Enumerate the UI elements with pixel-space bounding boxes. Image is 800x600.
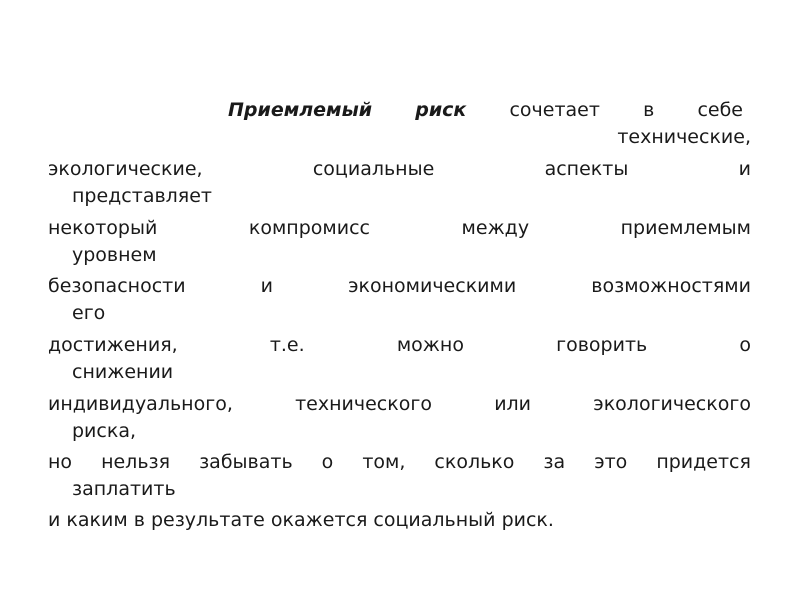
word: технического <box>295 393 432 415</box>
word: и <box>260 275 273 297</box>
word: и <box>738 158 751 180</box>
word: между <box>461 217 530 239</box>
word: экологические, <box>48 158 203 180</box>
word: экологического <box>593 393 751 415</box>
word: говорить <box>556 334 648 356</box>
word: некоторый <box>48 217 158 239</box>
word: но <box>48 451 73 473</box>
word: индивидуального, <box>48 393 233 415</box>
word: придется <box>656 451 751 473</box>
text-line-7-cont: заплатить <box>72 478 176 500</box>
text-line-5-cont: снижении <box>72 361 174 383</box>
word: возможностями <box>591 275 751 297</box>
word: компромисс <box>248 217 370 239</box>
text-line-3-cont: уровнем <box>72 244 157 266</box>
word: или <box>494 393 532 415</box>
text-line-4-cont: его <box>72 302 106 324</box>
word: сочетает <box>509 99 600 121</box>
text-line-final: и каким в результате окажется социальный риск. <box>48 509 554 531</box>
word: себе <box>697 99 743 121</box>
word: за <box>543 451 566 473</box>
word: о <box>739 334 751 356</box>
text-line-6-cont: риска, <box>72 420 137 442</box>
word: т.е. <box>269 334 305 356</box>
text-line-1 <box>228 95 743 125</box>
text-line-3 <box>48 213 751 243</box>
text-line-1-cont: технические, <box>617 126 751 148</box>
text-line-6 <box>48 389 751 419</box>
word: экономическими <box>348 275 517 297</box>
text-line-5 <box>48 330 751 360</box>
word: безопасности <box>48 275 186 297</box>
word: это <box>594 451 628 473</box>
word: можно <box>396 334 464 356</box>
word: сколько <box>434 451 515 473</box>
word: приемлемым <box>620 217 751 239</box>
word: социальные <box>312 158 435 180</box>
term-risk: риск <box>415 99 467 121</box>
word: в <box>643 99 655 121</box>
text-line-7 <box>48 447 751 477</box>
word: достижения, <box>48 334 178 356</box>
text-line-2-cont: представляет <box>72 185 212 207</box>
term-acceptable: Приемлемый <box>228 99 373 121</box>
text-line-4 <box>48 271 751 301</box>
word: забывать <box>199 451 293 473</box>
word: нельзя <box>101 451 171 473</box>
word: о <box>321 451 334 473</box>
word: аспекты <box>544 158 629 180</box>
word: том, <box>362 451 406 473</box>
text-line-2 <box>48 154 751 184</box>
